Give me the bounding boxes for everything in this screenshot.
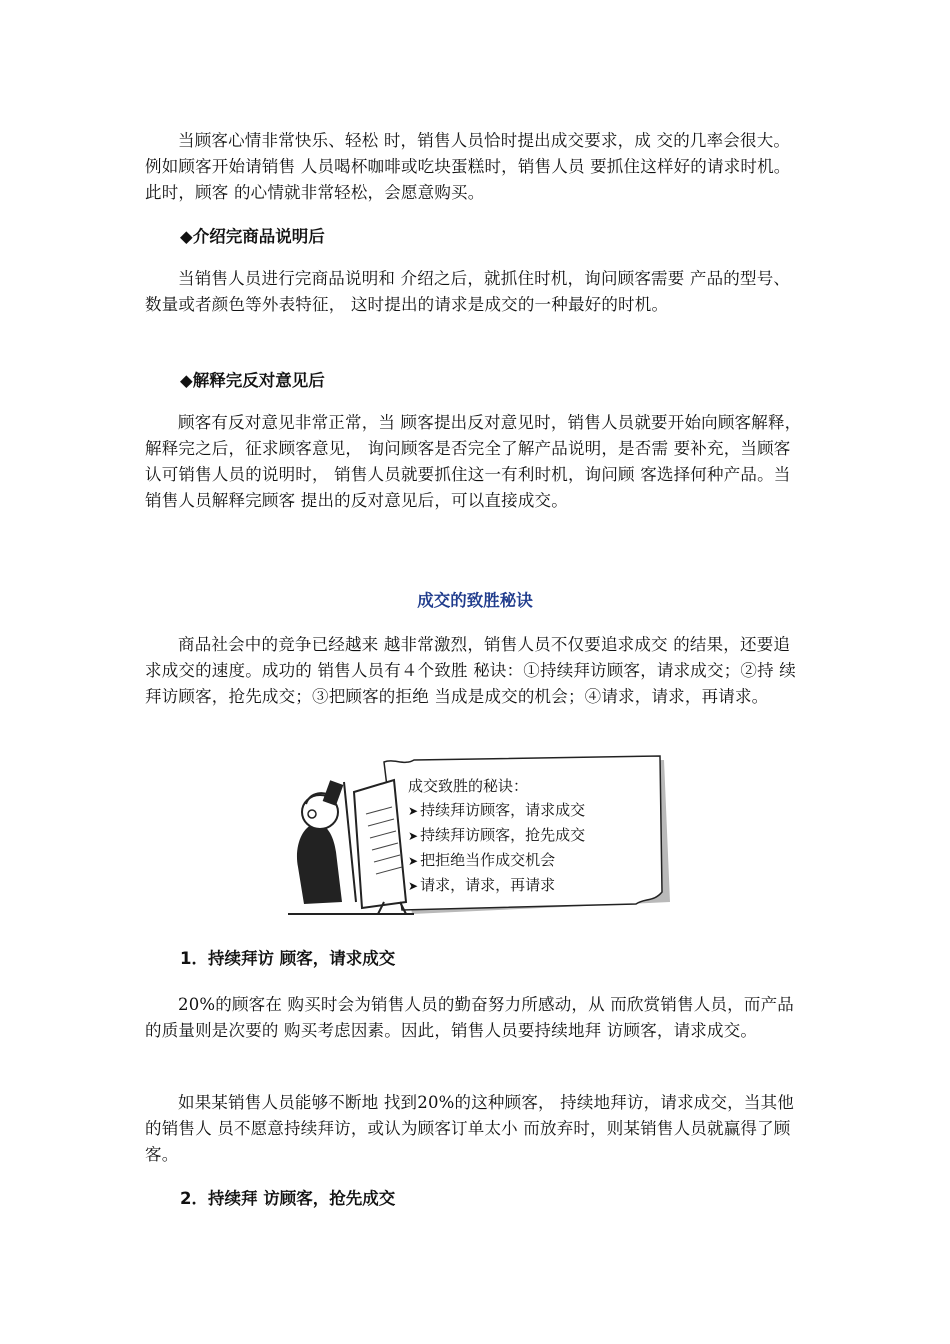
- illustration-item: ➤ 把拒绝当作成交机会: [408, 848, 653, 873]
- paragraph-20-percent-customers: 20%的顾客在 购买时会为销售人员的勤奋努力所感动，从 而欣赏销售人员，而产品的质量则是次要的 购买考虑因素。因此，销售人员要持续地拜 访顾客，请求成交。: [145, 995, 794, 1040]
- numbered-heading-2: 2．持续拜 访顾客，抢先成交: [180, 1189, 396, 1208]
- illustration-item: ➤ 持续拜访顾客，请求成交: [408, 798, 653, 823]
- subheading-after-product-intro: ◆介绍完商品说明后: [180, 227, 325, 246]
- paragraph-winning-secrets: 商品社会中的竞争已经越来 越非常激烈，销售人员不仅要追求成交 的结果，还要追求成交的速度。成功的 销售人员有４个致胜 秘诀：①持续拜访顾客，请求成交；②持 续拜访顾客，抢先成交；③把顾客的拒绝 当成是成交的机会；④请求，请求，再请求。: [145, 635, 796, 706]
- illustration-title: 成交致胜的秘诀：: [408, 777, 529, 795]
- numbered-heading-1: 1．持续拜访 顾客，请求成交: [180, 949, 396, 968]
- paragraph-after-objections: 顾客有反对意见非常正常，当 顾客提出反对意见时，销售人员就要开始向顾客解释，解释完之后，征求顾客意见， 询问顾客是否完全了解产品说明，是否需 要补充，当顾客认可销售人员的说明时， 销售人员就要抓住这一有利时机，询问顾 客选择何种产品。当销售人员解释完顾客 提出的反对意见后，可以直接成交。: [145, 413, 802, 510]
- illustration-caption: [408, 774, 653, 898]
- paragraph-after-product-intro: 当销售人员进行完商品说明和 介绍之后，就抓住时机，询问顾客需要 产品的型号、数量或者颜色等外表特征， 这时提出的请求是成交的一种最好的时机。: [145, 269, 791, 314]
- illustration-item: ➤ 请求，请求，再请求: [408, 873, 653, 898]
- subheading-after-objections: ◆解释完反对意见后: [180, 371, 325, 390]
- section-title: 成交的致胜秘诀: [417, 591, 533, 610]
- paragraph-happy-mood: 当顾客心情非常快乐、轻松 时，销售人员恰时提出成交要求，成 交的几率会很大。例如顾客开始请销售 人员喝杯咖啡或吃块蛋糕时，销售人员 要抓住这样好的请求时机。此时，顾客 的心情就非常轻松，会愿意购买。: [145, 131, 791, 202]
- illustration-winning-secrets: [284, 752, 670, 917]
- illustration-item: ➤ 持续拜访顾客，抢先成交: [408, 823, 653, 848]
- paragraph-persistent-visits: 如果某销售人员能够不断地 找到20%的这种顾客， 持续地拜访，请求成交，当其他的销售人 员不愿意持续拜访，或认为顾客订单太小 而放弃时，则某销售人员就赢得了顾客。: [145, 1093, 794, 1164]
